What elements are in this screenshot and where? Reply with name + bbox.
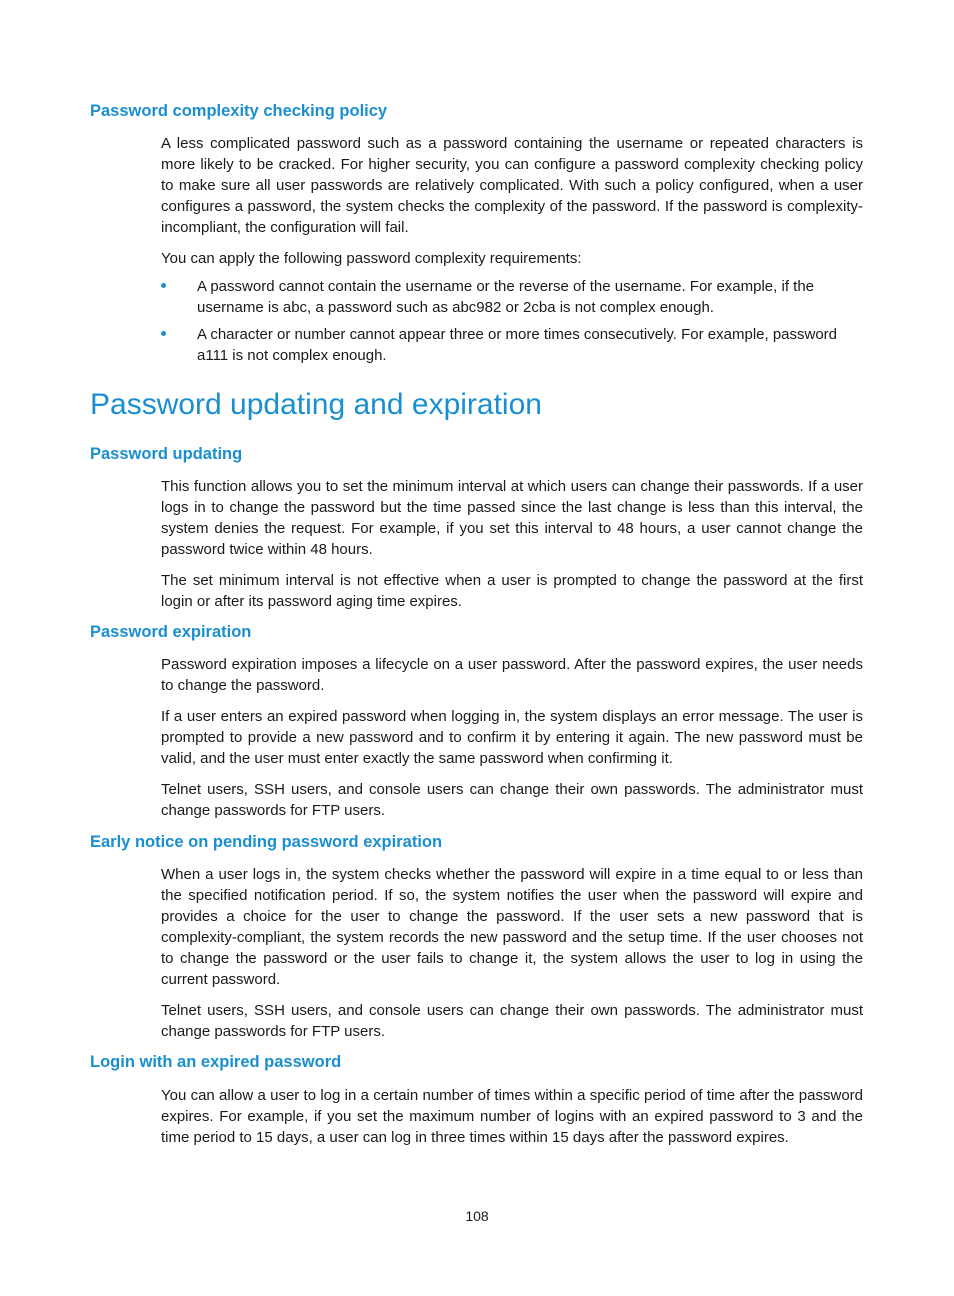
paragraph: When a user logs in, the system checks whether the password will expire in a time equal to or less than the specified notification period. If so, the system notifies the user when the password will expire and provides a choice for the user to change the password. If the user sets a new password that is complexity-compliant, the system records the new password and the setup time. If the user chooses not to change the password or the user fails to change it, the system allows the user to log in using the current password. [161,866,863,988]
paragraph: You can apply the following password complexity requirements: [161,250,582,267]
list-item-text: A character or number cannot appear three or more times consecutively. For example, password a111 is not complex enough. [197,326,838,364]
paragraph: Telnet users, SSH users, and console users can change their own passwords. The administrator must change passwords for FTP users. [161,781,863,819]
section-heading-complexity: Password complexity checking policy [90,102,388,120]
paragraph: You can allow a user to log in a certain number of times within a specific period of time after the password expires. For example, if you set the maximum number of logins with an expired password to 3 and the time period to 15 days, a user can log in three times within 15 days after the password expires. [161,1087,863,1146]
section-heading-updating: Password updating [90,445,243,463]
section-heading-expired-login: Login with an expired password [90,1053,342,1071]
paragraph: The set minimum interval is not effective when a user is prompted to change the password at the first login or after its password aging time expires. [161,572,863,610]
paragraph: Password expiration imposes a lifecycle on a user password. After the password expires, the user needs to change the password. [161,656,863,694]
paragraph: A less complicated password such as a password containing the username or repeated characters is more likely to be cracked. For higher security, you can configure a password complexity checking policy to make sure all user passwords are relatively complicated. With such a policy configured, when a user configures a password, the system checks the complexity of the password. If the password is complexity-incompliant, the configuration will fail. [161,135,863,236]
page-number: 108 [465,1208,489,1224]
page-title: Password updating and expiration [90,388,542,421]
bullet-icon [161,283,166,288]
bullet-icon [161,331,166,336]
paragraph: Telnet users, SSH users, and console users can change their own passwords. The administrator must change passwords for FTP users. [161,1002,863,1040]
paragraph: If a user enters an expired password when logging in, the system displays an error message. The user is prompted to provide a new password and to confirm it by entering it again. The new password must be valid, and the user must enter exactly the same password when confirming it. [161,708,863,767]
section-heading-expiration: Password expiration [90,623,252,641]
section-heading-early-notice: Early notice on pending password expiration [90,833,443,851]
list-item-text: A password cannot contain the username or the reverse of the username. For example, if the username is abc, a password such as abc982 or 2cba is not complex enough. [197,278,814,316]
paragraph: This function allows you to set the minimum interval at which users can change their passwords. If a user logs in to change the password but the time passed since the last change is less than this interval, the system denies the request. For example, if you set this interval to 48 hours, a user cannot change the password twice within 48 hours. [161,478,863,558]
